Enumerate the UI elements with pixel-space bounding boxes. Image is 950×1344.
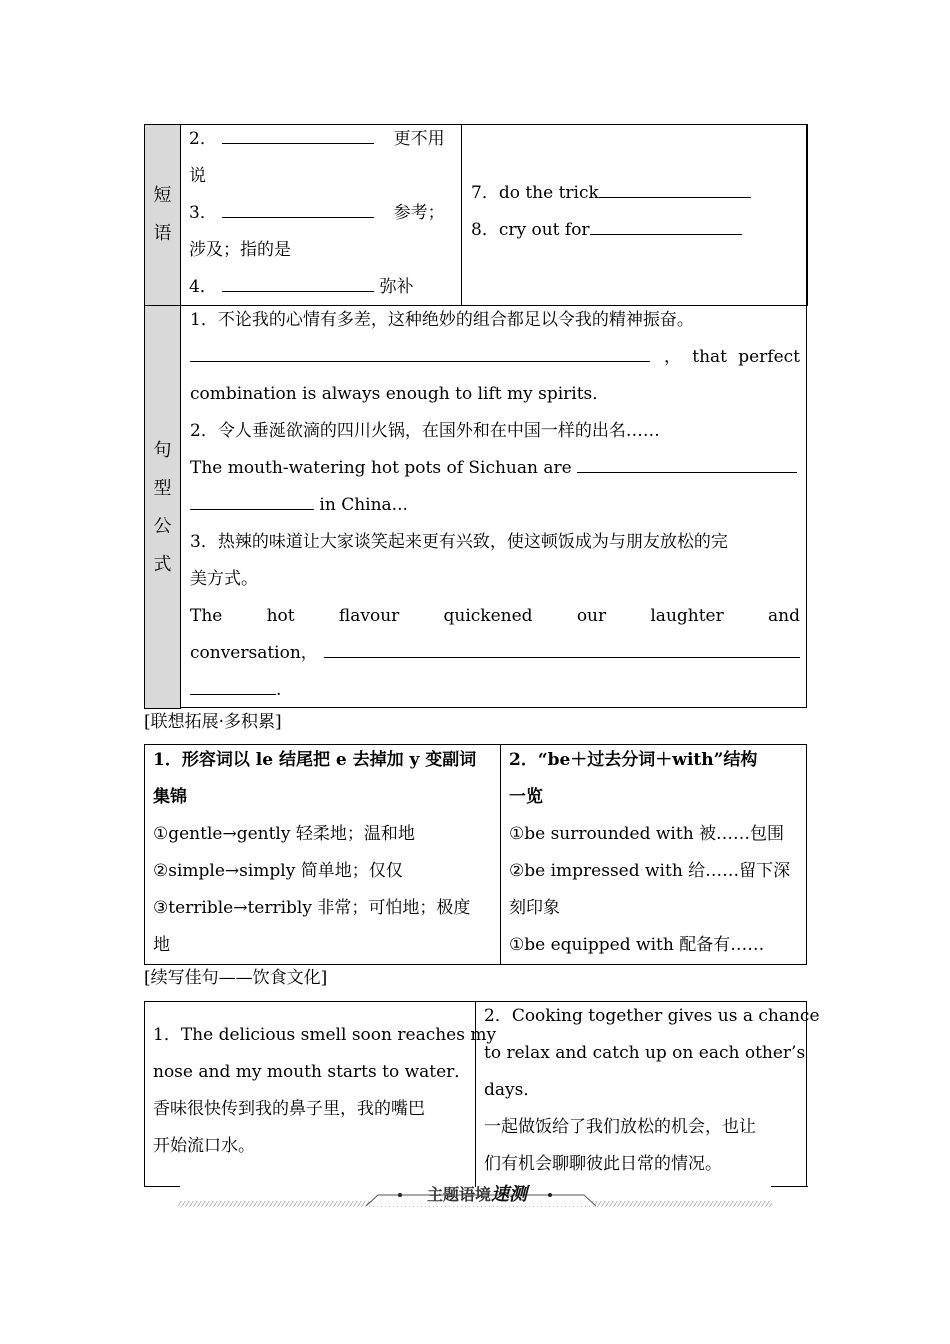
answer-blank: [577, 471, 797, 473]
sentence-1-en-tail: [650, 339, 800, 376]
expansion-table: [144, 744, 807, 965]
writing-sentence-2: 2．Cooking together gives us a chance: [484, 1006, 820, 1026]
table-bottom-border: [144, 1186, 180, 1187]
sentences-label: 句型公式: [153, 440, 172, 575]
expansion-left-title: 1．形容词以 le 结尾把 e 去掉加 y 变副词: [153, 750, 477, 770]
answer-blank: [190, 508, 314, 510]
expansion-left-cell: 1．形容词以 le 结尾把 e 去掉加 y 变副词 集锦 ①gentle→gently 轻柔地；温和地 ②simple→simply 简单地；仅仅 ③terrible→terribly 非常；可怕地；极度 地: [145, 745, 501, 964]
writing-left-cell: 1．The delicious smell soon reaches my nose and my mouth starts to water． 香味很快传到我的鼻子里，我的嘴巴 开始流口水。: [145, 1002, 476, 1187]
answer-blank: [190, 693, 276, 695]
banner-title: 主题语境速测: [426, 1184, 527, 1205]
phrase-item-2: 2． 更不用: [189, 129, 445, 149]
sentence-word: and: [768, 606, 800, 626]
sentence-word: hot: [266, 606, 295, 626]
expansion-item: ②be impressed with 给……留下深: [509, 861, 791, 881]
phrase-item-3: 3． 参考；: [189, 203, 445, 223]
phrase-sentence-table: [144, 124, 807, 708]
writing-table: [144, 1001, 820, 1186]
sentence-word: flavour: [338, 606, 400, 626]
phrases-right-cell: [461, 124, 808, 306]
phrase-item-7: 7．do the trick: [471, 175, 798, 212]
expansion-item: ①gentle→gently 轻柔地；温和地: [153, 824, 415, 844]
writing-sentence-1: 1．The delicious smell soon reaches my: [153, 1025, 497, 1045]
expansion-right-title: 2．“be＋过去分词＋with”结构: [509, 750, 758, 770]
sentence-word: The: [190, 606, 223, 626]
sentence-word: laughter: [650, 606, 724, 626]
answer-blank: [222, 142, 374, 144]
expansion-right-cell: 2．“be＋过去分词＋with”结构 一览 ①be surrounded with 被……包围 ②be impressed with 给……留下深 刻印象 ①be equipped with 配备有……: [501, 745, 806, 964]
sentences-content-cell: 1．不论我的心情有多差，这种绝妙的组合都足以令我的精神振奋。 ， that perfect combination is always enough to lift my spirits． 2．令人垂涎欲滴的四川火锅，在国外和在中国一样的出名…… The mouth-watering hot pots of Sichuan are in China... 3．热辣的味道让大家谈笑起来更有兴致，使这顿饭成为与朋友放松的完 美方式。 The hot flavour quickened our laughter and conversation， .: [180, 305, 808, 709]
sentences-label-cell: [144, 305, 181, 709]
expansion-item: ①be equipped with 配备有……: [509, 935, 765, 955]
phrases-left-cell: 2． 更不用 说 3． 参考； 涉及；指的是 4． 弥补: [180, 124, 462, 306]
answer-blank: [190, 360, 650, 362]
sentence-word: quickened: [443, 606, 533, 626]
sentence-word: perfect: [738, 347, 800, 367]
sentence-3-en: [190, 598, 800, 635]
sentence-2-cn: 2．令人垂涎欲滴的四川火锅，在国外和在中国一样的出名……: [190, 421, 660, 441]
sentence-word: that: [692, 347, 727, 367]
expansion-item: ①be surrounded with 被……包围: [509, 824, 785, 844]
phrase-item-8: 8．cry out for: [471, 212, 798, 249]
answer-blank: [590, 233, 742, 235]
sentence-word: ，: [664, 347, 681, 367]
section-banner: [178, 1182, 772, 1212]
phrases-label: 短语: [153, 185, 172, 244]
writing-right-cell: 2．Cooking together gives us a chance to relax and catch up on each other’s days． 一起做饭给了我们放松的机会，也让 们有机会聊聊彼此日常的情况。: [476, 1002, 806, 1187]
phrase-item-4: 4． 弥补: [189, 277, 414, 297]
expansion-item: ③terrible→terribly 非常；可怕地；极度: [153, 898, 471, 918]
phrases-label-cell: [144, 124, 181, 306]
sentence-word: our: [576, 606, 607, 626]
answer-blank: [599, 196, 751, 198]
answer-blank: [222, 290, 374, 292]
answer-blank: [324, 656, 800, 658]
expansion-item: ②simple→simply 简单地；仅仅: [153, 861, 403, 881]
sentence-3-cn: 3．热辣的味道让大家谈笑起来更有兴致，使这顿饭成为与朋友放松的完: [190, 532, 728, 552]
writing-heading: [续写佳句——饮食文化]: [144, 968, 328, 988]
sentence-2-en: The mouth-watering hot pots of Sichuan are: [190, 450, 800, 487]
table-bottom-border: [771, 1186, 808, 1187]
expansion-heading: [联想拓展·多积累]: [144, 712, 282, 732]
sentence-1-cn: 1．不论我的心情有多差，这种绝妙的组合都足以令我的精神振奋。: [190, 310, 694, 330]
sentence-1-en: [190, 339, 800, 376]
answer-blank: [222, 216, 374, 218]
